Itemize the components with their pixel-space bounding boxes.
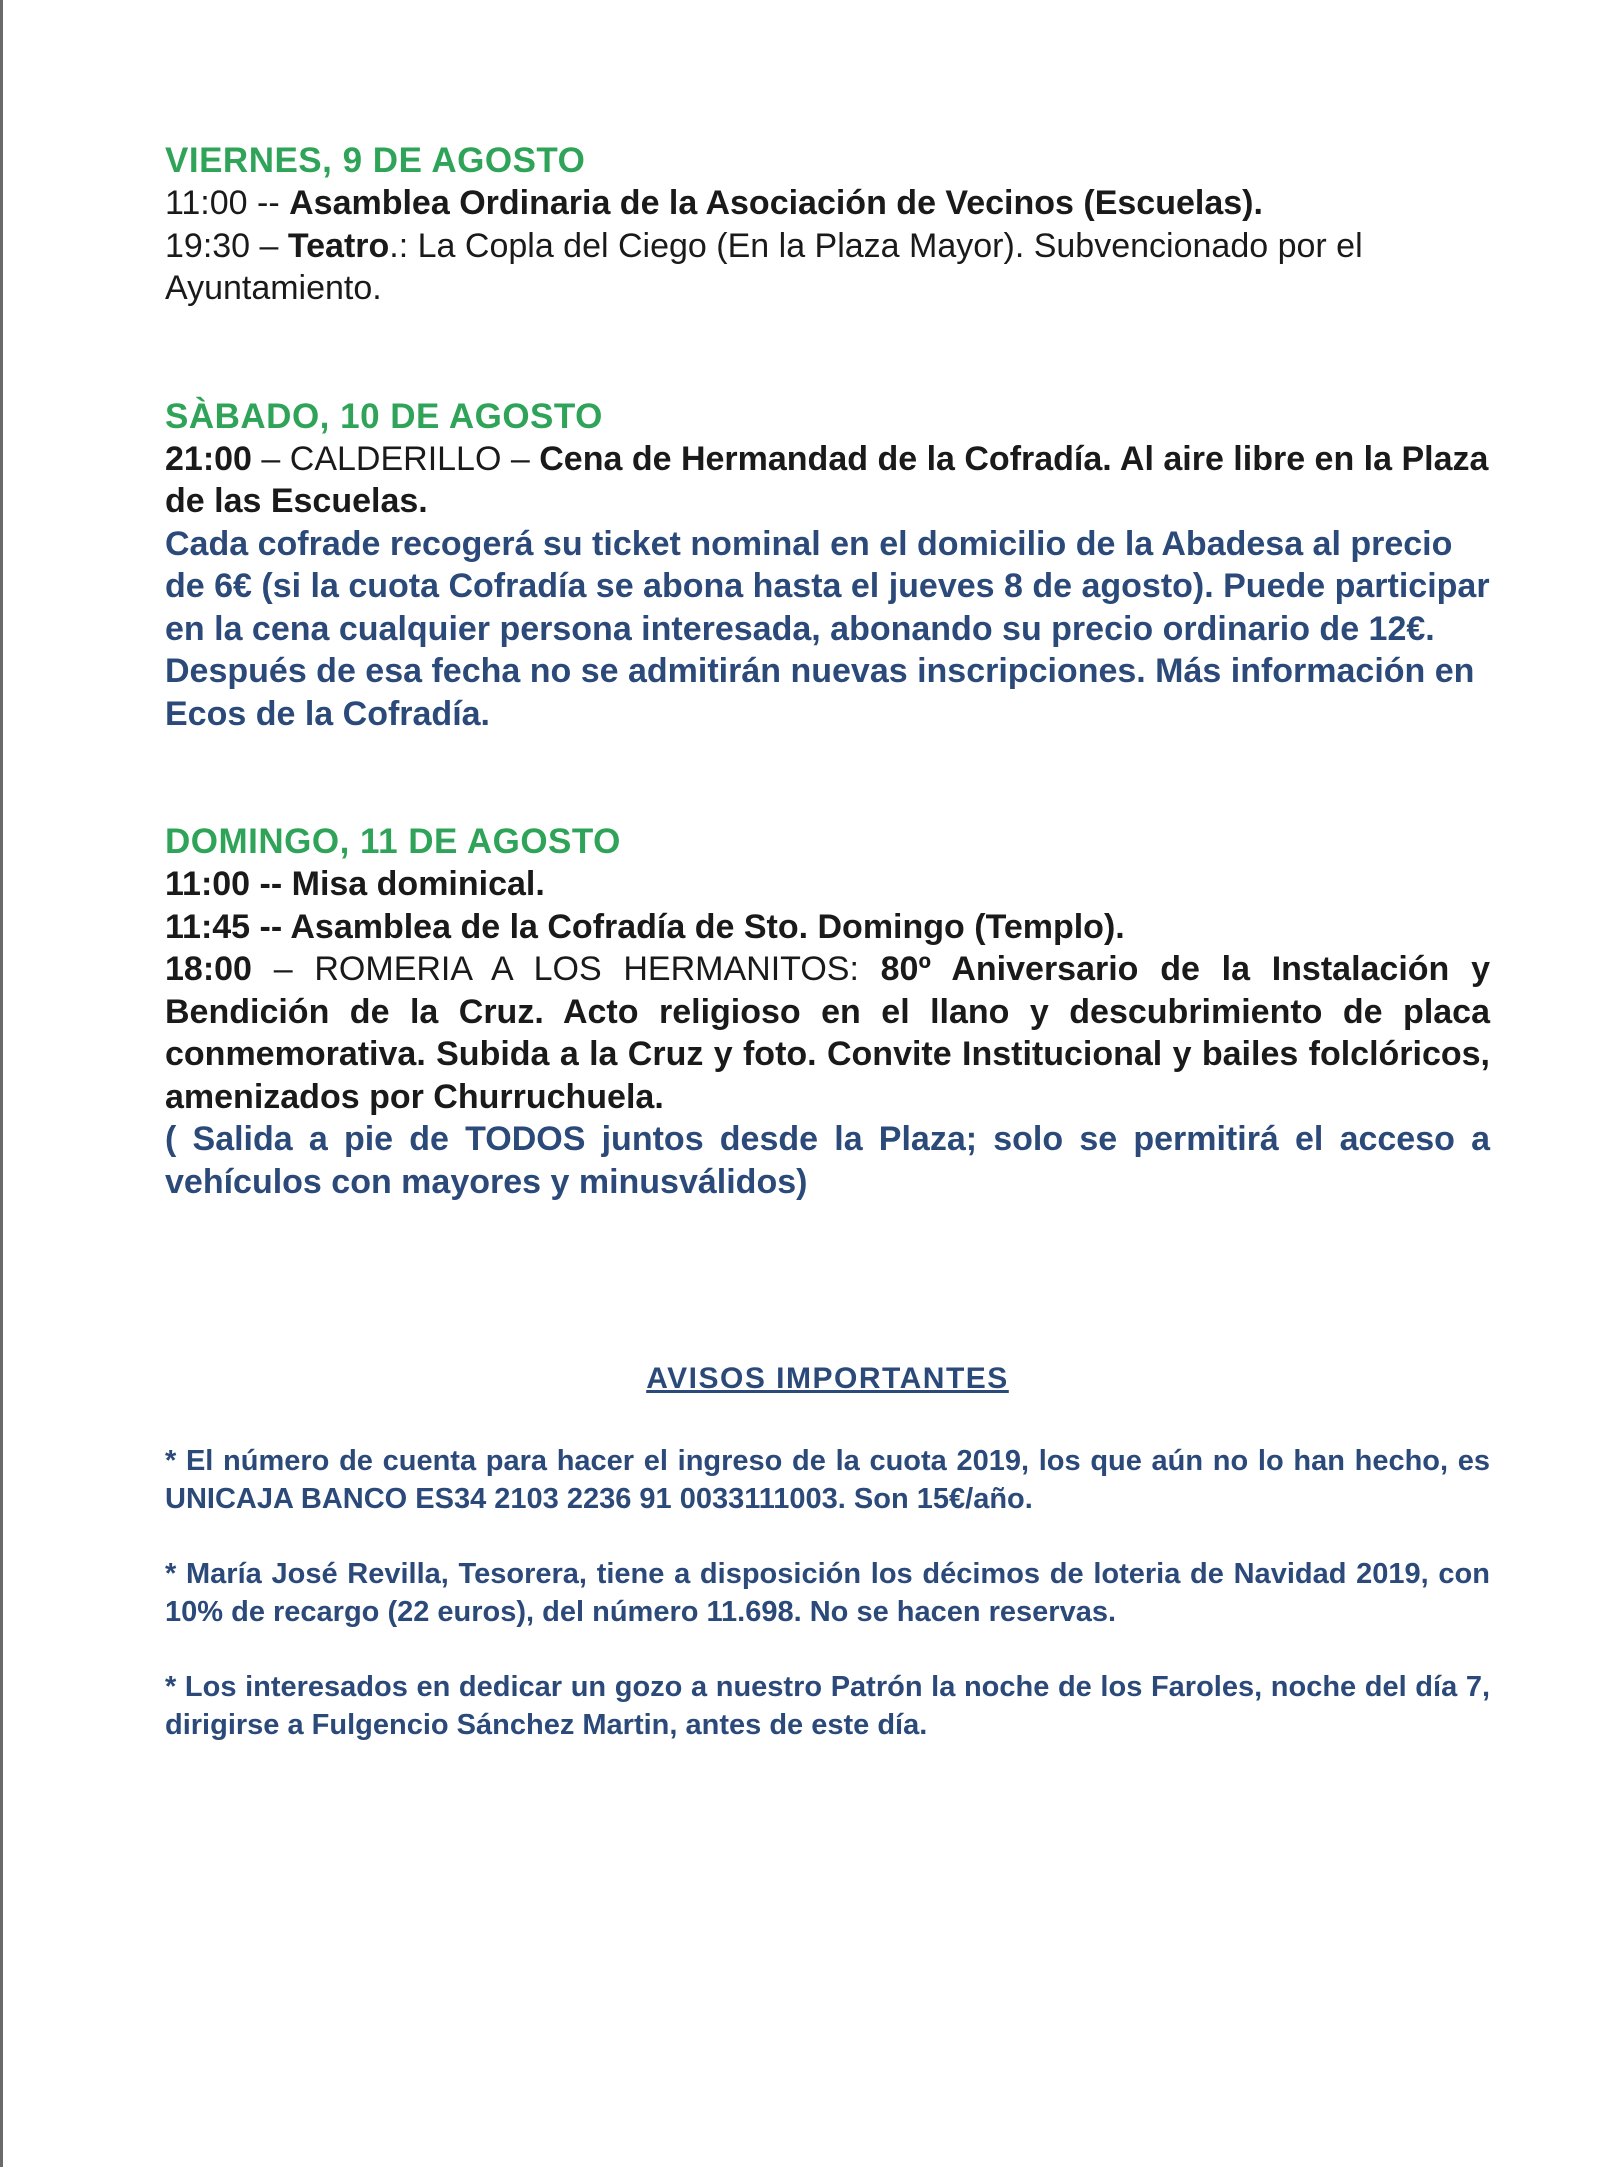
event-place: – CALDERILLO – [261,439,530,478]
program-schedule [165,140,1490,1289]
event-title: Asamblea Ordinaria de la Asociación de Vecinos (Escuelas). [289,184,1263,222]
event-time: 11:00 -- [165,184,280,222]
event-time: 18:00 [165,950,252,988]
event-friday-theatre [165,225,1490,310]
notice-item-account: * El número de cuenta para hacer el ingreso de la cuota 2019, los que aún no lo han hecho, es UNICAJA BANCO ES34 2103 2236 91 0033111003. Son 15€/año. [165,1445,1490,1515]
event-time: 21:00 [165,439,252,478]
day-heading-sunday: DOMINGO, 11 DE AGOSTO [165,822,621,861]
page-left-border [0,0,3,2167]
event-title: 80º Aniversario de la Instalación y Bendición de la Cruz. Acto religioso en el llano y descubrimiento de placa conmemorativa. Subida a la Cruz y foto. Convite Institucional y bailes folclóricos, amenizados por Churruchuela. [165,950,1490,1116]
event-friday-assembly [165,182,1490,225]
event-title: Cena de Hermandad de la Cofradía. Al aire libre en la Plaza de las Escuelas. [165,439,1489,520]
section-saturday [165,396,1490,736]
notice-item-lottery: * María José Revilla, Tesorera, tiene a disposición los décimos de loteria de Navidad 2019, con 10% de recargo (22 euros), del número 11.698. No se hacen reservas. [165,1558,1490,1628]
section-sunday [165,821,1490,1203]
event-sunday-romeria [165,948,1490,1118]
event-saturday-dinner [165,438,1490,523]
event-sunday-mass: 11:00 -- Misa dominical. [165,865,545,903]
notice-item-gozo: * Los interesados en dedicar un gozo a nuestro Patrón la noche de los Faroles, noche del día 7, dirigirse a Fulgencio Sánchez Martin, antes de este día. [165,1671,1490,1741]
notices-section [165,1362,1490,1781]
section-friday [165,140,1490,310]
event-time: 19:30 – [165,226,279,265]
day-heading-friday: VIERNES, 9 DE AGOSTO [165,141,586,180]
event-place: – ROMERIA A LOS HERMANITOS: [273,950,859,988]
day-heading-saturday: SÀBADO, 10 DE AGOSTO [165,396,603,436]
event-sunday-note: ( Salida a pie de TODOS juntos desde la Plaza; solo se permitirá el acceso a vehículos con mayores y minusválidos) [165,1120,1490,1201]
notices-title: AVISOS IMPORTANTES [646,1362,1009,1395]
event-title: Teatro [287,226,390,265]
event-sunday-assembly: 11:45 -- Asamblea de la Cofradía de Sto. Domingo (Templo). [165,907,1125,946]
event-saturday-note: Cada cofrade recogerá su ticket nominal en el domicilio de la Abadesa al precio de 6€ (si la cuota Cofradía se abona hasta el jueves 8 de agosto). Puede participar en la cena cualquier persona interesada, abonando su precio ordinario de 12€. Después de esa fecha no se admitirán nuevas inscripciones. Más información en Ecos de la Cofradía. [165,524,1490,733]
event-description: .: La Copla del Ciego (En la Plaza Mayor). Subvencionado por el Ayuntamiento. [165,226,1363,307]
